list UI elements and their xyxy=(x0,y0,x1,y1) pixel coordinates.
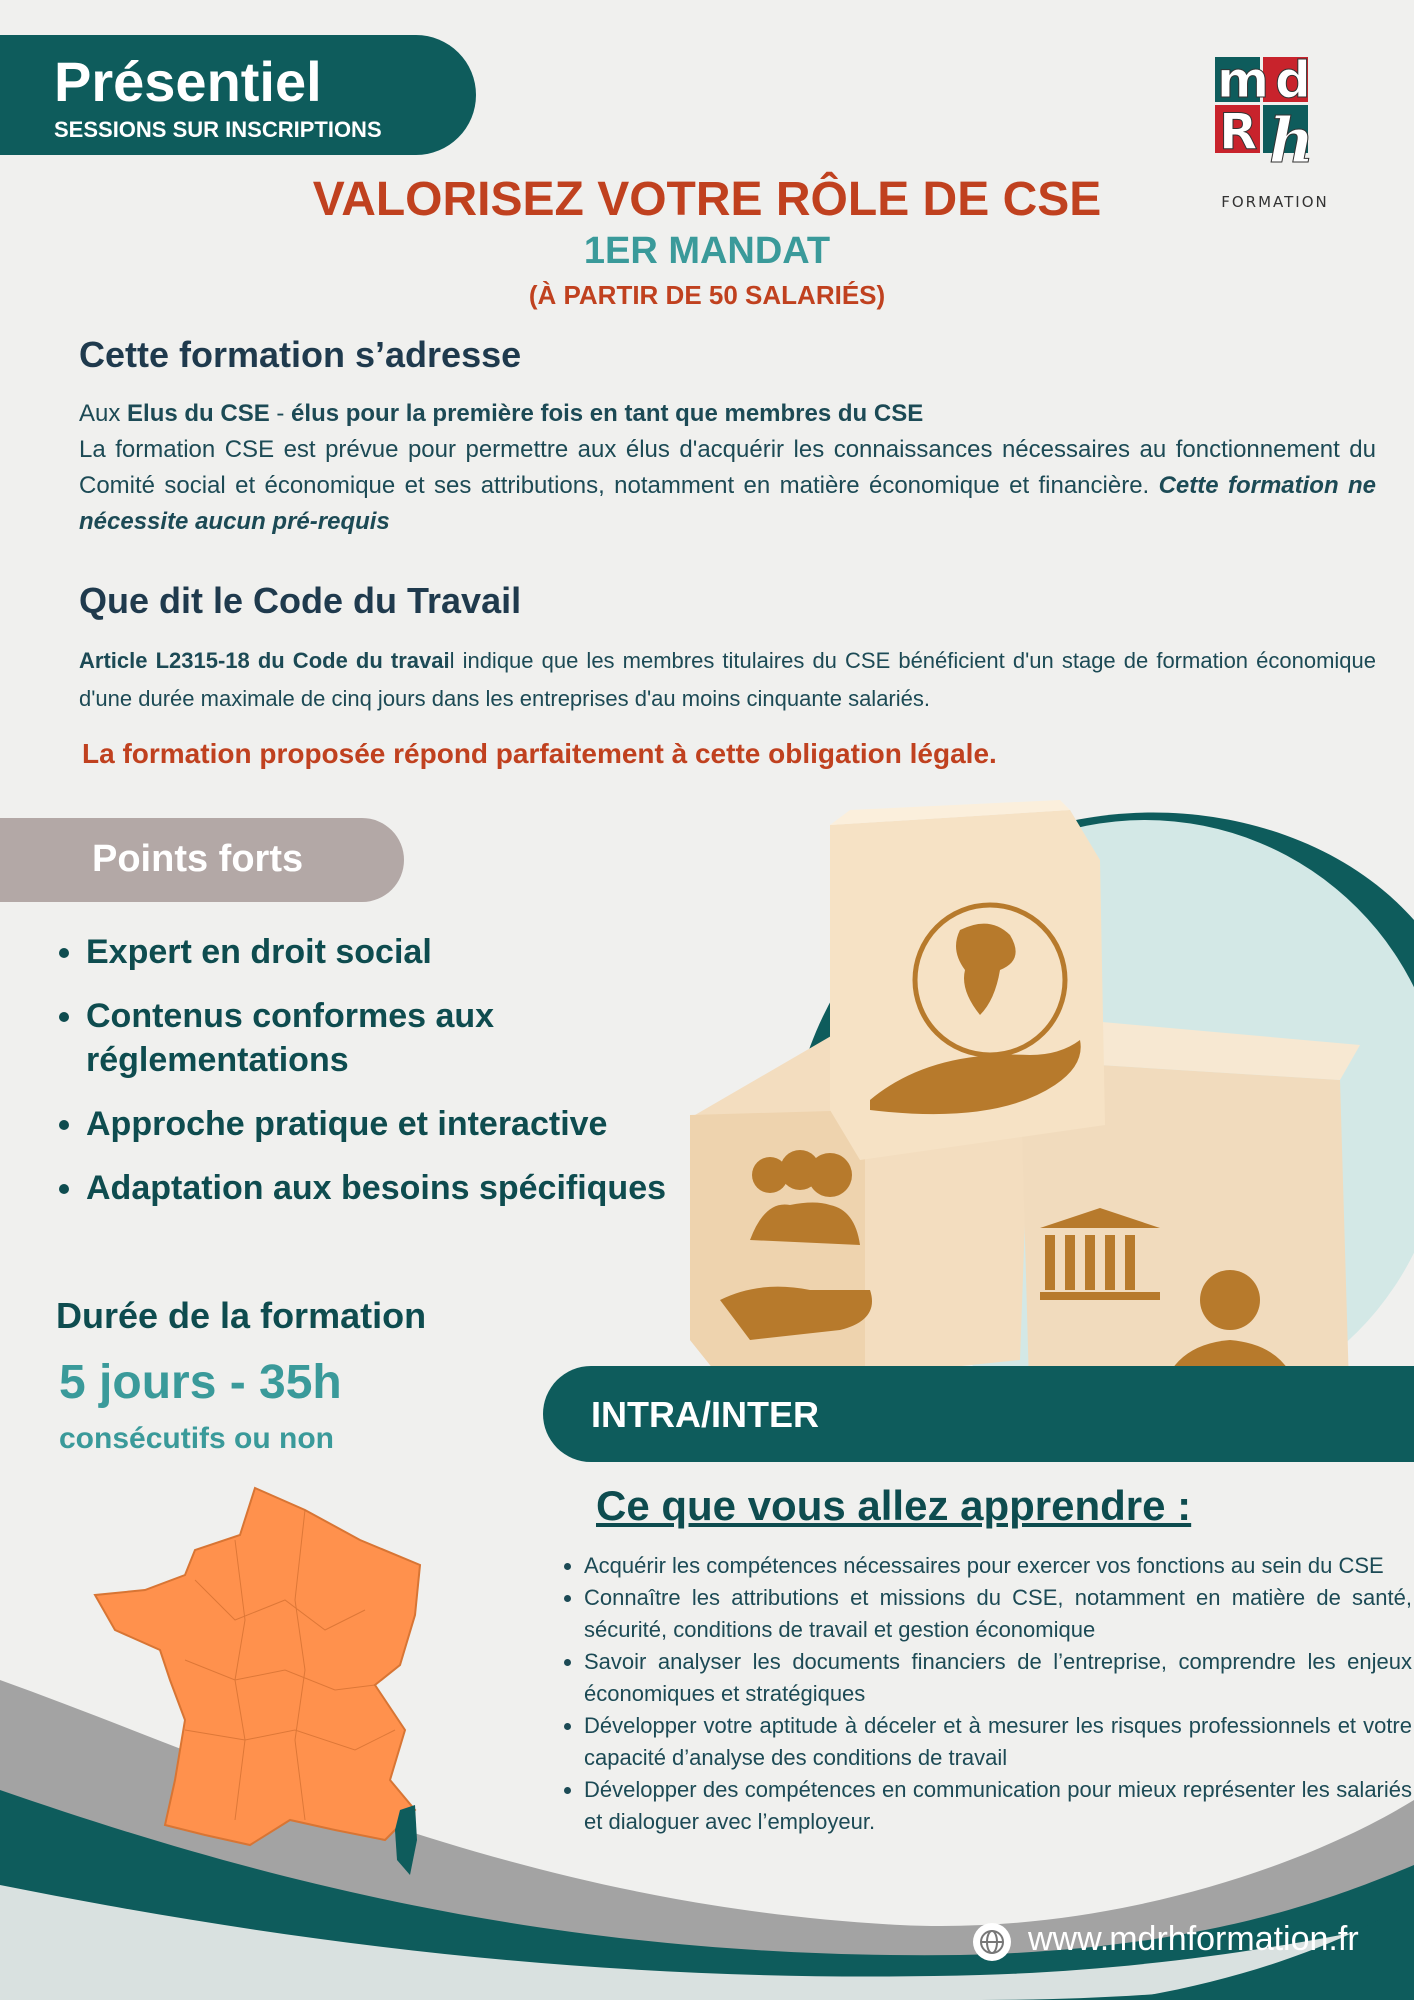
points-forts-banner xyxy=(0,818,404,902)
audience-text xyxy=(79,396,1376,540)
intra-inter-banner xyxy=(543,1366,1414,1462)
block-globe xyxy=(830,800,1105,1160)
duree-note: consécutifs ou non xyxy=(59,1422,335,1455)
audience-sep: - xyxy=(269,400,292,427)
france-mainland xyxy=(95,1488,420,1845)
list-item: • Développer des compétences en communication pour mieux représenter les salariés et dialoguer avec l’employeur. xyxy=(584,1774,1412,1838)
france-map xyxy=(75,1480,455,1880)
audience-description: La formation CSE est prévue pour permettre aux élus d'acquérir les connaissances nécessaires au fonctionnement du Comité social et économique et ses attributions, notamment en matière économique et financière. xyxy=(79,436,1376,499)
logo-letter-d: d xyxy=(1275,52,1311,109)
website-link[interactable]: www.mdrhformation.fr xyxy=(1028,1920,1359,1958)
mandat-subtitle: 1ER MANDAT xyxy=(583,230,831,272)
list-item: • Acquérir les compétences nécessaires pour exercer vos fonctions au sein du CSE xyxy=(584,1550,1412,1582)
presentiel-title: Présentiel xyxy=(54,50,322,113)
duree-value: 5 jours - 35h xyxy=(59,1356,342,1409)
logo-letter-r: R xyxy=(1219,103,1258,161)
logo-letter-m: m xyxy=(1217,52,1270,109)
presentiel-banner xyxy=(0,35,476,155)
list-item: • Connaître les attributions et missions du CSE, notamment en matière de santé, sécurité, conditions de travail et gestion économique xyxy=(584,1582,1412,1646)
list-item: • Contenus conformes aux réglementations xyxy=(86,994,566,1082)
audience-heading: Cette formation s’adresse xyxy=(79,334,522,375)
list-item: • Adaptation aux besoins spécifiques xyxy=(86,1166,726,1210)
list-item: • Savoir analyser les documents financiers de l’entreprise, comprendre les enjeux économiques et stratégiques xyxy=(584,1646,1412,1710)
sessions-label: SESSIONS SUR INSCRIPTIONS xyxy=(54,117,382,142)
points-forts-title: Points forts xyxy=(92,838,304,880)
list-item: • Expert en droit social xyxy=(86,930,726,974)
code-heading: Que dit le Code du Travail xyxy=(79,580,522,621)
seuil-subtitle: (À PARTIR DE 50 SALARIÉS) xyxy=(528,280,886,310)
logo-formation-label: FORMATION xyxy=(1221,193,1329,211)
learn-heading: Ce que vous allez apprendre : xyxy=(596,1482,1192,1529)
intra-inter-label: INTRA/INTER xyxy=(591,1394,819,1435)
code-article-text: l indique que les membres titulaires du CSE bénéficient d'un stage de formation économique d'une durée maximale de cinq jours dans les entreprises d'au moins cinquante salariés. xyxy=(79,648,1376,711)
audience-detail: élus pour la première fois en tant que membres du CSE xyxy=(291,400,924,427)
list-item: • Approche pratique et interactive xyxy=(86,1102,726,1146)
globe-icon xyxy=(972,1922,1012,1962)
learn-list xyxy=(548,1550,1412,1838)
main-title: VALORISEZ VOTRE RÔLE DE CSE xyxy=(312,173,1102,226)
code-article: Article L2315-18 du Code du travai xyxy=(79,648,450,673)
duree-heading: Durée de la formation xyxy=(56,1295,427,1336)
audience-who: Elus du CSE xyxy=(127,400,270,427)
audience-prereq: Cette formation ne nécessite aucun pré-requis xyxy=(79,472,1376,535)
audience-prefix: Aux xyxy=(79,400,128,427)
points-forts-list xyxy=(50,930,726,1230)
code-text xyxy=(79,642,1376,718)
logo-letter-h: h xyxy=(1269,104,1315,177)
legal-statement: La formation proposée répond parfaitement à cette obligation légale. xyxy=(82,738,997,769)
list-item: • Développer votre aptitude à déceler et à mesurer les risques professionnels et votre capacité d’analyse des conditions de travail xyxy=(584,1710,1412,1774)
